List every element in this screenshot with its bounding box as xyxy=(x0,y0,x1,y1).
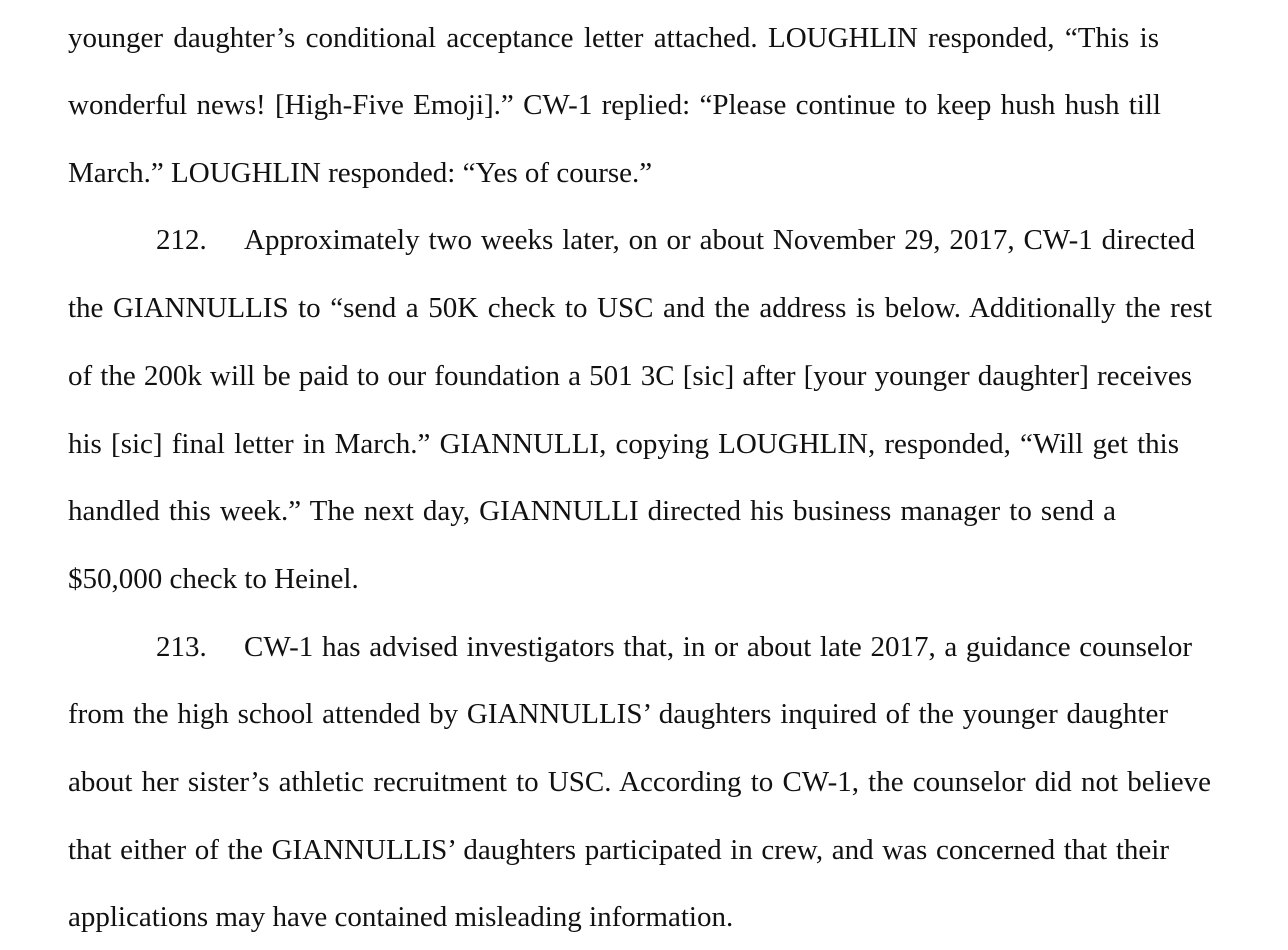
text-line: applications may have contained misleading information. xyxy=(68,901,734,933)
text-line: March.” LOUGHLIN responded: “Yes of course.” xyxy=(68,157,653,189)
text-line: that either of the GIANNULLIS’ daughters participated in crew, and was concerned that their xyxy=(68,834,1169,866)
text-line: handled this week.” The next day, GIANNULLI directed his business manager to send a xyxy=(68,495,1116,527)
text-line: CW-1 has advised investigators that, in or about late 2017, a guidance counselor xyxy=(244,631,1192,663)
paragraph-number: 213. xyxy=(156,631,207,663)
paragraph-213-first-line xyxy=(68,630,1192,664)
paragraph-212-first-line xyxy=(68,223,1195,257)
text-line: Approximately two weeks later, on or about November 29, 2017, CW-1 directed xyxy=(244,224,1195,256)
text-line: wonderful news! [High-Five Emoji].” CW-1 replied: “Please continue to keep hush hush till xyxy=(68,89,1161,121)
text-line: $50,000 check to Heinel. xyxy=(68,563,359,595)
paragraph-number: 212. xyxy=(156,224,207,256)
text-line: his [sic] final letter in March.” GIANNULLI, copying LOUGHLIN, responded, “Will get this xyxy=(68,428,1179,460)
text-line: from the high school attended by GIANNULLIS’ daughters inquired of the younger daughter xyxy=(68,698,1168,730)
text-line: the GIANNULLIS to “send a 50K check to USC and the address is below. Additionally the rest xyxy=(68,292,1212,324)
text-line: of the 200k will be paid to our foundation a 501 3C [sic] after [your younger daughter] receives xyxy=(68,360,1192,392)
text-line: younger daughter’s conditional acceptance letter attached. LOUGHLIN responded, “This is xyxy=(68,22,1159,54)
text-line: about her sister’s athletic recruitment to USC. According to CW-1, the counselor did not believe xyxy=(68,766,1211,798)
document-page xyxy=(68,0,1228,950)
